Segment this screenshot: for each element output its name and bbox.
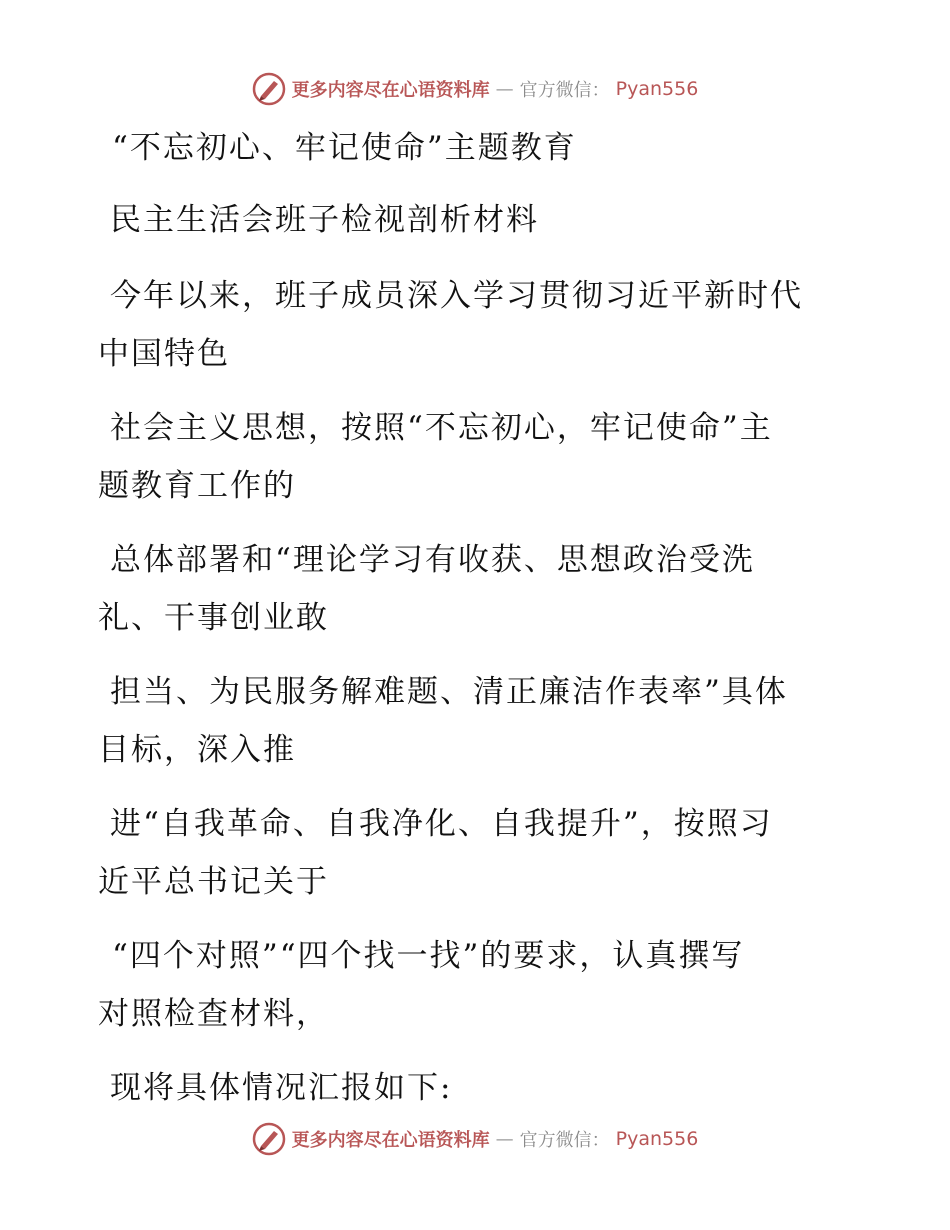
watermark-main-text: 更多内容尽在心语资料库	[291, 1130, 490, 1151]
watermark-id: Pyan556	[615, 78, 699, 100]
paragraph-line: 中国特色	[98, 336, 230, 372]
paragraph-line: 进“自我革命、自我净化、自我提升”，按照习	[110, 806, 773, 842]
paragraph-line: 现将具体情况汇报如下:	[110, 1070, 453, 1106]
watermark-label: 官方微信：	[519, 80, 610, 101]
paragraph-line: 题教育工作的	[98, 468, 296, 504]
brand-logo-icon	[252, 1122, 286, 1156]
paragraph-line: 今年以来，班子成员深入学习贯彻习近平新时代	[110, 278, 803, 314]
header-watermark	[0, 72, 950, 106]
paragraph-line: 礼、干事创业敢	[98, 600, 329, 636]
document-title-line-1: “不忘初心、牢记使命”主题教育	[112, 130, 577, 166]
watermark-separator: —	[495, 1128, 514, 1150]
paragraph-line: “四个对照”“四个找一找”的要求，认真撰写	[112, 938, 745, 974]
document-title-line-2: 民主生活会班子检视剖析材料	[110, 202, 539, 238]
watermark-main-text: 更多内容尽在心语资料库	[291, 80, 490, 101]
paragraph-line: 目标，深入推	[98, 732, 296, 768]
footer-watermark	[0, 1122, 950, 1156]
paragraph-line: 对照检查材料，	[98, 996, 329, 1032]
paragraph-line: 社会主义思想，按照“不忘初心，牢记使命”主	[110, 410, 773, 446]
watermark-label: 官方微信：	[519, 1130, 610, 1151]
paragraph-line: 总体部署和“理论学习有收获、思想政治受洗	[110, 542, 755, 578]
paragraph-line: 近平总书记关于	[98, 864, 329, 900]
paragraph-line: 担当、为民服务解难题、清正廉洁作表率”具体	[110, 674, 788, 710]
watermark-id: Pyan556	[615, 1128, 699, 1150]
brand-logo-icon	[252, 72, 286, 106]
watermark-separator: —	[495, 78, 514, 100]
